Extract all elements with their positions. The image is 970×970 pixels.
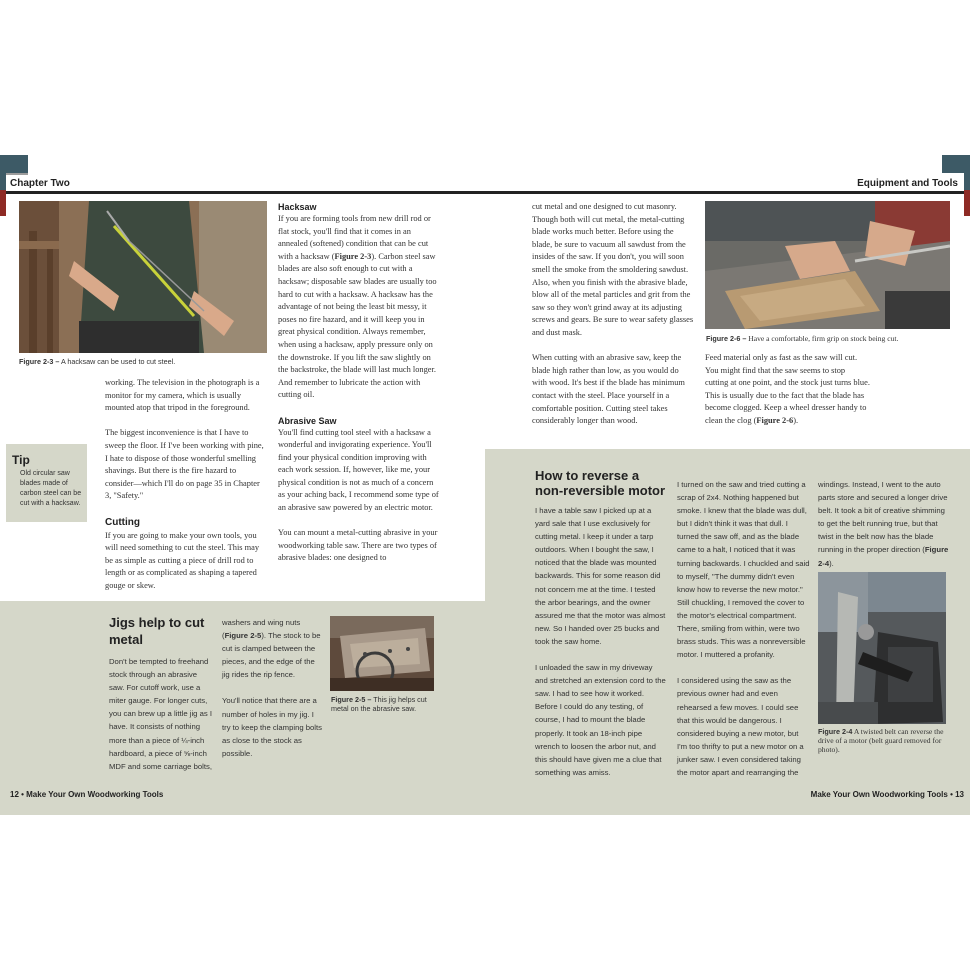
col2-p1-part-b: ). Carbon steel saw blades are also soft enough to cut with a hacksaw; disposable saw blades are usually too hard to cut with a hacksaw. A hacksaw has the advantage of not being the least bit messy, it poses no fire hazard, and it will keep you in great physical condition. Always remember, when using a hacksaw, apply pressure only on the downstroke. If you lift the saw slightly on the backstroke, the blade will last much longer. And remember to lubricate the action with cutting oil. (278, 251, 437, 400)
reverse-c2-paragraph-2: I considered using the saw as the previous owner had and even rehearsed a few moves. I could see that this would be dangerous. I considered buying a new motor, but I'm too thrifty to put a new motor on a junker saw. I even considered taking the motor apart and rearranging the (677, 676, 804, 777)
reverse-column-2 (677, 478, 810, 779)
col2-paragraph-1 (278, 213, 440, 402)
figure-2-3-text: A hacksaw can be used to cut steel. (59, 357, 176, 366)
figure-2-6-label: Figure 2-6 – (706, 334, 747, 343)
figure-2-5-caption (331, 695, 436, 713)
figure-2-4-label: Figure 2-4 (818, 727, 853, 736)
col4-p1-part-a: Feed material only as fast as the saw will cut. You might find that the saw seems to stop cutting at one point, and the stock just turns blue. This is usually due to the fact that the blade has become clogged. Keep a wheel dresser handy to clean the clog ( (705, 353, 870, 425)
chapter-title: Chapter Two (10, 178, 70, 189)
hacksaw-heading: Hacksaw (278, 202, 317, 212)
figure-2-6-reference: Figure 2-6 (756, 415, 794, 425)
reverse-motor-heading: How to reverse a non-reversible motor (535, 468, 666, 498)
section-title: Equipment and Tools (857, 178, 958, 189)
col1-paragraph-3: If you are going to make your own tools, you will need something to cut the steel. This may be as simple as cutting a piece of drill rod to length or as complicated as shaping a tapered gouge or skew. (105, 530, 260, 590)
col3-paragraph-1: cut metal and one designed to cut masonry. Though both will cut metal, the metal-cutting blade works much better. Before using the blade, be sure to vacuum all sawdust from the insides of the saw. If you don't, you will soon smell the smoke from the smoldering sawdust. Also, when you finish with the abrasive blade, blow all of the metal particles and grit from the saw so they won't grind away at its adjusting screws and gears. Be sure to wear safety glasses and dust mask. (532, 202, 694, 337)
cutting-heading: Cutting (105, 516, 140, 528)
col1-paragraph-2: The biggest inconvenience is that I have to sweep the floor. If I've been working with pine, I hate to dispose of those wonderful smelling shavings. But there is the fire hazard to consider—which I'll do on page 35 in Chapter 3, "Safety." (105, 428, 264, 501)
figure-2-4-photo (818, 572, 946, 724)
footer-left: 12 • Make Your Own Woodworking Tools (10, 790, 164, 799)
corner-decoration-right (942, 155, 964, 173)
corner-decoration-left-gray2 (6, 173, 28, 175)
header-rule-right (485, 191, 964, 194)
figure-2-3-reference: Figure 2-3 (334, 251, 372, 261)
column-2-text (278, 201, 440, 565)
reverse-c1-paragraph-1: I have a table saw I picked up at a yard sale that I use exclusively for cutting metal. I keep it under a tarp outdoors. When I bought the saw, I noticed that the blade was mounted backwards. This for some reason did not concern me at the time. I tested the arbor bearings, and the owner assured me that the motor was almost new. So I handed over 25 bucks and took the saw home. (535, 506, 666, 646)
figure-2-3-photo (19, 201, 267, 353)
figure-2-5-reference: Figure 2-5 (224, 631, 262, 641)
reverse-c3-part-a: windings. Instead, I went to the auto parts store and secured a longer drive belt. It took a bit of creative shimming to get the belt running true, but that twist in the belt now has the blade running in the proper direction ( (818, 480, 948, 555)
column-1-text (105, 377, 265, 593)
corner-decoration-left-gray (6, 155, 28, 173)
col3-paragraph-2: When cutting with an abrasive saw, keep the blade high rather than low, as you would do with wood. It's best if the blade has minimum contact with the steel. Place yourself in a comfortable position. Cutting steel takes considerably longer than wood. (532, 353, 685, 426)
jigs-paragraph-2: You'll notice that there are a number of holes in my jig. I try to keep the clamping bolts as close to the stock as possible. (222, 696, 322, 758)
reverse-c2-paragraph-1: I turned on the saw and tried cutting a scrap of 2x4. Nothing happened but smoke. I knew that the blade was dull, but I didn't think it was that dull. I turned the saw off, and as the blade came to a halt, I noticed that it was turning backwards. I chuckled and said to myself, "The dummy didn't even know how to reverse the new motor." Still chuckling, I removed the cover to the motor's electrical compartment. There, smiling from within, were two brass studs. This was a nonreversible motor. I muttered a profanity. (677, 480, 810, 660)
figure-2-6-photo (705, 201, 950, 329)
tip-box (6, 444, 87, 522)
figure-2-5-label: Figure 2-5 – (331, 695, 372, 704)
header-rule-left (6, 191, 485, 194)
jigs-paragraph-1 (222, 616, 322, 681)
figure-2-4-caption (818, 727, 950, 754)
col4-paragraph-1 (705, 352, 870, 428)
jigs-column-2 (222, 616, 322, 760)
jigs-heading: Jigs help to cut metal (109, 615, 205, 647)
column-3-text (532, 201, 694, 428)
jigs-column-1: Don't be tempted to freehand stock through an abrasive saw. For cutoff work, use a miter gauge. For longer cuts, you can brew up a little jig as I have. It consists of nothing more than a piece of ¼-inch hardboard, a piece of ⅝-inch MDF and some carriage bolts, (109, 657, 212, 771)
col4-p1-part-b: ). (793, 415, 799, 425)
figure-2-5-text: This jig helps cut metal on the abrasive saw. (331, 695, 427, 713)
column-4-text (705, 352, 870, 428)
col1-paragraph-1: working. The television in the photograph is a monitor for my camera, which is usually mounted atop that tripod in the foreground. (105, 378, 260, 413)
figure-2-6-caption (706, 334, 956, 343)
abrasive-saw-heading: Abrasive Saw (278, 415, 337, 426)
figure-2-6-text: Have a comfortable, firm grip on stock being cut. (746, 334, 899, 343)
figure-2-4-text: A twisted belt can reverse the drive of a motor (belt guard removed for photo). (818, 727, 944, 754)
tip-title: Tip (12, 453, 30, 467)
reverse-column-1 (535, 504, 667, 779)
figure-2-3-caption (19, 357, 269, 366)
col2-paragraph-3: You can mount a metal-cutting abrasive in your woodworking table saw. There are two types of abrasive blades: one designed to (278, 528, 438, 563)
reverse-c3-paragraph-1 (818, 478, 950, 570)
reverse-c1-paragraph-2: I unloaded the saw in my driveway and stretched an extension cord to the saw. I had to see how it worked. Before I could do any testing, of course, I had to mount the blade properly. It took an 18-inch pipe wrench to loosen the arbor nut, and this should have given me a clue that something was amiss. (535, 663, 666, 777)
reverse-column-3 (818, 478, 950, 570)
reverse-c3-part-b: ). (829, 558, 834, 568)
figure-2-5-photo (330, 616, 434, 691)
figure-2-4-reference: Figure 2-4 (818, 545, 949, 568)
figure-2-3-label: Figure 2-3 – (19, 357, 60, 366)
col2-paragraph-2: You'll find cutting tool steel with a hacksaw a wonderful and invigorating experience. You'll find your physical condition improving with each work session. If, however, like me, your physical condition is not as much of a concern as your aching back, I recommend some type of an abrasive saw powered by an electric motor. (278, 427, 439, 513)
jigs-p1-part-a: washers and wing nuts ( (222, 618, 301, 641)
col2-p1-part-a: If you are forming tools from new drill rod or flat stock, you'll find that it comes in an annealed (softened) condition that can be cut with a hacksaw ( (278, 214, 431, 261)
corner-decoration-right-red (964, 190, 970, 216)
tip-text: Old circular saw blades made of carbon steel can be cut with a hacksaw. (20, 470, 82, 507)
jigs-p1-part-b: ). The stock to be cut is clamped between the pieces, and the edge of the jig rides the rip fence. (222, 631, 321, 680)
footer-right: Make Your Own Woodworking Tools • 13 (810, 790, 964, 799)
